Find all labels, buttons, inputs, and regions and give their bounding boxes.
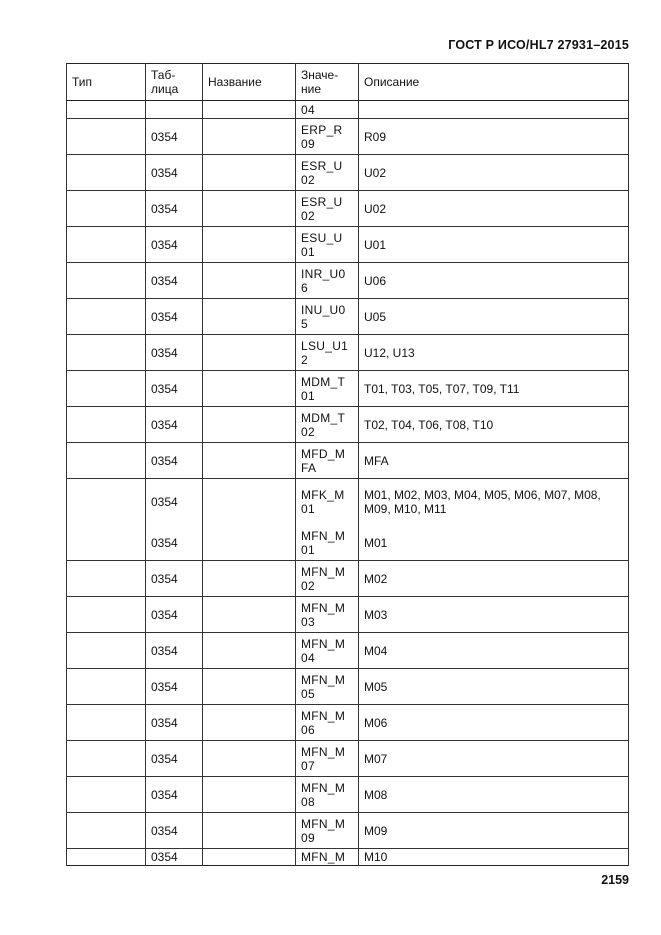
cell-type bbox=[67, 371, 146, 407]
cell-description bbox=[359, 101, 629, 119]
cell-description: M09 bbox=[359, 813, 629, 849]
cell-table: 0354 bbox=[146, 371, 203, 407]
table-row bbox=[67, 741, 629, 777]
table-row bbox=[67, 479, 629, 526]
cell-description: M01, M02, M03, M04, M05, M06, M07, M08, M09, M10, M11 bbox=[359, 479, 629, 526]
table-row bbox=[67, 407, 629, 443]
table-row bbox=[67, 119, 629, 155]
cell-table: 0354 bbox=[146, 191, 203, 227]
table-row bbox=[67, 191, 629, 227]
cell-value: MFN_M 02 bbox=[296, 561, 359, 597]
cell-value: 04 bbox=[296, 101, 359, 119]
cell-name bbox=[203, 669, 296, 705]
cell-table: 0354 bbox=[146, 407, 203, 443]
cell-table: 0354 bbox=[146, 633, 203, 669]
cell-type bbox=[67, 741, 146, 777]
cell-description: U02 bbox=[359, 191, 629, 227]
cell-table: 0354 bbox=[146, 705, 203, 741]
cell-type bbox=[67, 101, 146, 119]
table-row bbox=[67, 299, 629, 335]
cell-description: T01, T03, T05, T07, T09, T11 bbox=[359, 371, 629, 407]
cell-type bbox=[67, 155, 146, 191]
cell-value: MFN_M 06 bbox=[296, 705, 359, 741]
cell-value: LSU_U1 2 bbox=[296, 335, 359, 371]
cell-type bbox=[67, 479, 146, 526]
table-row bbox=[67, 705, 629, 741]
cell-value: MFD_M FA bbox=[296, 443, 359, 479]
cell-type bbox=[67, 597, 146, 633]
table-row bbox=[67, 263, 629, 299]
cell-value: ERP_R 09 bbox=[296, 119, 359, 155]
cell-value: MFN_M 04 bbox=[296, 633, 359, 669]
cell-name bbox=[203, 443, 296, 479]
cell-name bbox=[203, 101, 296, 119]
cell-name bbox=[203, 561, 296, 597]
cell-table: 0354 bbox=[146, 741, 203, 777]
cell-table: 0354 bbox=[146, 669, 203, 705]
cell-name bbox=[203, 155, 296, 191]
cell-description: M04 bbox=[359, 633, 629, 669]
cell-name bbox=[203, 263, 296, 299]
cell-description: U01 bbox=[359, 227, 629, 263]
cell-value: ESR_U 02 bbox=[296, 191, 359, 227]
cell-type bbox=[67, 227, 146, 263]
table-row bbox=[67, 849, 629, 866]
cell-value: MFN_M 09 bbox=[296, 813, 359, 849]
cell-name bbox=[203, 407, 296, 443]
cell-value: INR_U0 6 bbox=[296, 263, 359, 299]
cell-name bbox=[203, 191, 296, 227]
cell-value: MFN_M 01 bbox=[296, 525, 359, 561]
cell-table: 0354 bbox=[146, 227, 203, 263]
cell-table bbox=[146, 101, 203, 119]
cell-type bbox=[67, 813, 146, 849]
cell-value: ESR_U 02 bbox=[296, 155, 359, 191]
cell-name bbox=[203, 597, 296, 633]
cell-description: U06 bbox=[359, 263, 629, 299]
cell-type bbox=[67, 705, 146, 741]
cell-value: INU_U0 5 bbox=[296, 299, 359, 335]
column-header-value: Значе- ние bbox=[296, 64, 359, 101]
cell-table: 0354 bbox=[146, 263, 203, 299]
cell-type bbox=[67, 633, 146, 669]
cell-table: 0354 bbox=[146, 119, 203, 155]
cell-value: MFN_M 05 bbox=[296, 669, 359, 705]
cell-value: MFK_M 01 bbox=[296, 479, 359, 526]
table-row bbox=[67, 101, 629, 119]
cell-description: M10 bbox=[359, 849, 629, 866]
column-header-description: Описание bbox=[359, 64, 629, 101]
cell-table: 0354 bbox=[146, 299, 203, 335]
cell-type bbox=[67, 777, 146, 813]
cell-type bbox=[67, 299, 146, 335]
table-row bbox=[67, 777, 629, 813]
cell-type bbox=[67, 407, 146, 443]
cell-description: M02 bbox=[359, 561, 629, 597]
cell-table: 0354 bbox=[146, 777, 203, 813]
cell-table: 0354 bbox=[146, 335, 203, 371]
cell-table: 0354 bbox=[146, 561, 203, 597]
cell-type bbox=[67, 561, 146, 597]
cell-description: M03 bbox=[359, 597, 629, 633]
cell-description: MFA bbox=[359, 443, 629, 479]
table-header-row bbox=[67, 64, 629, 101]
cell-description: M08 bbox=[359, 777, 629, 813]
cell-name bbox=[203, 849, 296, 866]
cell-description: U02 bbox=[359, 155, 629, 191]
cell-description: U12, U13 bbox=[359, 335, 629, 371]
cell-name bbox=[203, 741, 296, 777]
cell-description: M01 bbox=[359, 525, 629, 561]
cell-name bbox=[203, 371, 296, 407]
cell-type bbox=[67, 263, 146, 299]
cell-table: 0354 bbox=[146, 155, 203, 191]
cell-name bbox=[203, 777, 296, 813]
table-row bbox=[67, 669, 629, 705]
table-body bbox=[67, 101, 629, 866]
cell-name bbox=[203, 705, 296, 741]
cell-name bbox=[203, 813, 296, 849]
column-header-table: Таб- лица bbox=[146, 64, 203, 101]
column-header-type: Тип bbox=[67, 64, 146, 101]
cell-type bbox=[67, 849, 146, 866]
cell-type bbox=[67, 669, 146, 705]
cell-name bbox=[203, 633, 296, 669]
table-row bbox=[67, 597, 629, 633]
page-number: 2159 bbox=[601, 873, 629, 887]
cell-table: 0354 bbox=[146, 849, 203, 866]
table-row bbox=[67, 155, 629, 191]
cell-value: MFN_M 07 bbox=[296, 741, 359, 777]
table-row bbox=[67, 561, 629, 597]
table-row bbox=[67, 525, 629, 561]
cell-value: MDM_T 01 bbox=[296, 371, 359, 407]
cell-name bbox=[203, 335, 296, 371]
table-row bbox=[67, 335, 629, 371]
code-table bbox=[66, 63, 629, 866]
cell-table: 0354 bbox=[146, 597, 203, 633]
cell-description: T02, T04, T06, T08, T10 bbox=[359, 407, 629, 443]
cell-description: U05 bbox=[359, 299, 629, 335]
cell-table: 0354 bbox=[146, 525, 203, 561]
cell-value: MFN_M bbox=[296, 849, 359, 866]
column-header-name: Название bbox=[203, 64, 296, 101]
table-row bbox=[67, 227, 629, 263]
table-row bbox=[67, 371, 629, 407]
cell-table: 0354 bbox=[146, 443, 203, 479]
cell-type bbox=[67, 443, 146, 479]
cell-table: 0354 bbox=[146, 479, 203, 526]
table-row bbox=[67, 813, 629, 849]
cell-name bbox=[203, 479, 296, 526]
cell-description: M05 bbox=[359, 669, 629, 705]
table-row bbox=[67, 443, 629, 479]
cell-type bbox=[67, 335, 146, 371]
cell-description: M06 bbox=[359, 705, 629, 741]
cell-type bbox=[67, 119, 146, 155]
cell-description: M07 bbox=[359, 741, 629, 777]
cell-value: MFN_M 03 bbox=[296, 597, 359, 633]
document-header: ГОСТ Р ИСО/HL7 27931–2015 bbox=[448, 38, 629, 52]
cell-table: 0354 bbox=[146, 813, 203, 849]
cell-name bbox=[203, 119, 296, 155]
cell-value: MFN_M 08 bbox=[296, 777, 359, 813]
cell-description: R09 bbox=[359, 119, 629, 155]
cell-name bbox=[203, 525, 296, 561]
cell-type bbox=[67, 191, 146, 227]
table-row bbox=[67, 633, 629, 669]
cell-name bbox=[203, 299, 296, 335]
cell-value: MDM_T 02 bbox=[296, 407, 359, 443]
cell-type bbox=[67, 525, 146, 561]
cell-name bbox=[203, 227, 296, 263]
cell-value: ESU_U 01 bbox=[296, 227, 359, 263]
